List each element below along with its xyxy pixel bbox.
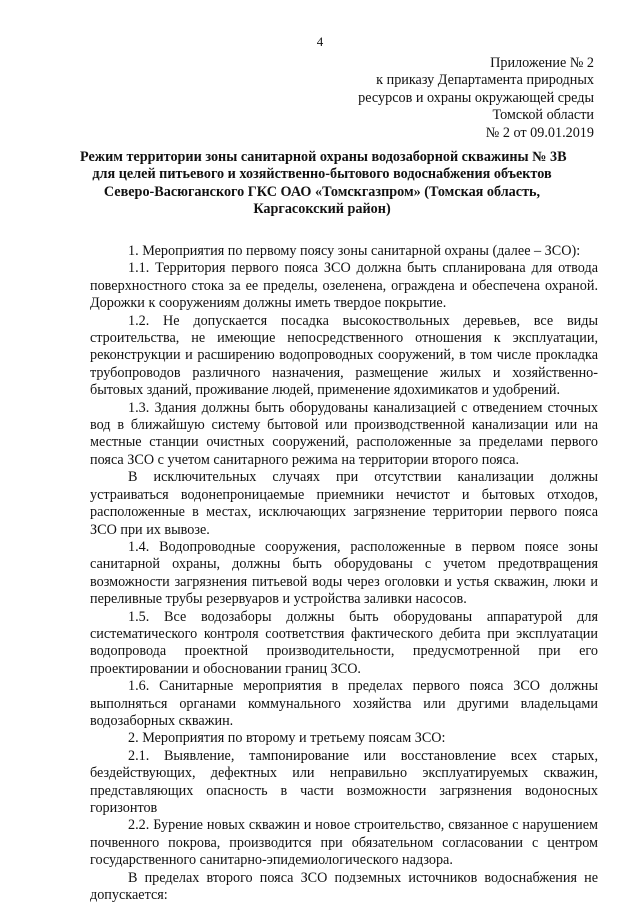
paragraph: 2.2. Бурение новых скважин и новое строительство, связанное с нарушением почвенного покрова, производится при обязательном согласовании с центром государственного санитарно-эпидемиологического надзора.	[90, 817, 598, 869]
section-heading: 1. Мероприятия по первому поясу зоны санитарной охраны (далее – ЗСО):	[128, 243, 581, 259]
paragraph: 1.5. Все водозаборы должны быть оборудованы аппаратурой для систематического контроля соответствия фактического дебита при эксплуатации водопровода проектной производительности, предусмотренной при его проектировании и обосновании границ ЗСО.	[90, 608, 598, 677]
page-number: 4	[316, 34, 324, 49]
appendix-line: ресурсов и охраны окружающей среды	[358, 89, 594, 106]
title-line: Режим территории зоны санитарной охраны водозаборной скважины № 3В	[80, 149, 567, 165]
paragraph: 1.3. Здания должны быть оборудованы канализацией с отведением сточных вод в ближайшую систему бытовой или производственной канализации или на местные станции очистных сооружений, расположенные за пределами первого пояса ЗСО с учетом санитарного режима на территории второго пояса.	[90, 399, 598, 468]
appendix-header	[294, 55, 594, 142]
appendix-line: № 2 от 09.01.2019	[485, 124, 594, 141]
document-body	[90, 243, 598, 904]
title-line: Северо-Васюганского ГКС ОАО «Томскгазпром» (Томская область,	[103, 183, 541, 200]
appendix-line: к приказу Департамента природных	[376, 72, 594, 89]
paragraph: 1.2. Не допускается посадка высокоствольных деревьев, все виды строительства, не имеющие непосредственного отношения к эксплуатации, реконструкции и расширению водопроводных сооружений, в том числе прокладка трубопроводов различного назначения, размещение жилых и хозяйственно-бытовых зданий, проживание людей, применение ядохимикатов и удобрений.	[90, 312, 598, 399]
title-line: для целей питьевого и хозяйственно-бытового водоснабжения объектов	[92, 166, 552, 183]
paragraph: 1.4. Водопроводные сооружения, расположенные в первом поясе зоны санитарной охраны, должны быть оборудованы с учетом предотвращения возможности загрязнения питьевой воды через оголовки и устья скважин, люки и переливные трубы резервуаров и устройства заливки насосов.	[90, 538, 598, 608]
section-heading: 2. Мероприятия по второму и третьему поясам ЗСО:	[128, 730, 446, 747]
paragraph: В пределах второго пояса ЗСО подземных источников водоснабжения не допускается:	[90, 869, 598, 904]
appendix-line: Приложение № 2	[490, 55, 594, 71]
title-line: Каргасокский район)	[253, 201, 391, 218]
paragraph: 1.6. Санитарные мероприятия в пределах первого пояса ЗСО должны выполняться органами коммунального хозяйства или другими владельцами водозаборных скважин.	[90, 678, 598, 729]
appendix-line: Томской области	[492, 107, 594, 124]
document-title	[80, 149, 567, 219]
paragraph: 1.1. Территория первого пояса ЗСО должна быть спланирована для отвода поверхностного стока за ее пределы, озеленена, ограждена и обеспечена охраной. Дорожки к сооружениям должны иметь твердое покрытие.	[90, 260, 598, 312]
paragraph: В исключительных случаях при отсутствии канализации должны устраиваться водонепроницаемые приемники нечистот и бытовых отходов, расположенные в местах, исключающих загрязнение территории первого пояса ЗСО при их вывозе.	[90, 469, 598, 538]
paragraph: 2.1. Выявление, тампонирование или восстановление всех старых, бездействующих, дефектных или неправильно эксплуатируемых скважин, представляющих опасность в части возможности загрязнения водоносных горизонтов	[90, 747, 598, 816]
